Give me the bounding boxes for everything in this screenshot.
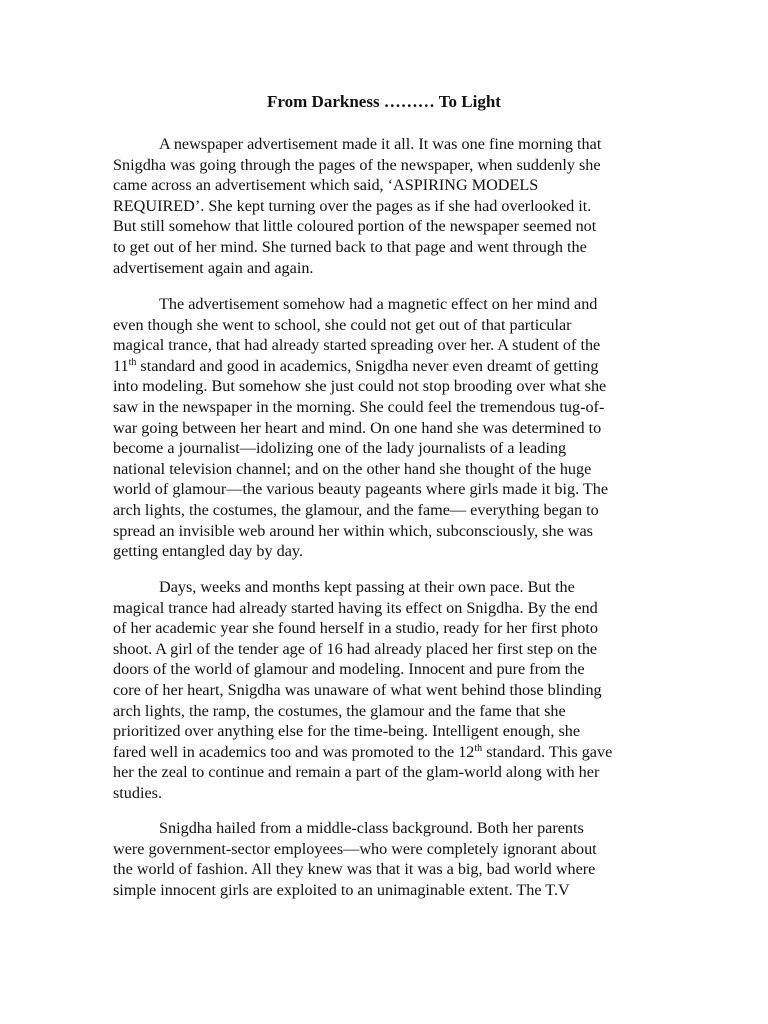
text-line <box>113 859 673 880</box>
text-segment: spread an invisible web around her within which, subconsciously, she was <box>113 521 593 540</box>
text-segment: to get out of her mind. She turned back to that page and went through the <box>113 237 587 256</box>
paragraph-3 <box>113 577 673 804</box>
paragraph-1 <box>113 134 673 278</box>
text-segment: arch lights, the costumes, the glamour, and the fame— everything began to <box>113 500 599 519</box>
text-line <box>113 742 673 763</box>
text-segment: national television channel; and on the other hand she thought of the huge <box>113 459 592 478</box>
text-line <box>113 258 673 279</box>
text-line <box>113 376 673 397</box>
text-segment: doors of the world of glamour and modeling. Innocent and pure from the <box>113 660 585 679</box>
text-segment: were government-sector employees—who were completely ignorant about <box>113 839 597 858</box>
text-segment: getting entangled day by day. <box>113 542 303 561</box>
text-segment: advertisement again and again. <box>113 258 314 277</box>
text-segment: magical trance had already started having its effect on Snigdha. By the end <box>113 598 598 617</box>
text-segment: The advertisement somehow had a magnetic effect on her mind and <box>159 295 598 313</box>
text-segment: shoot. A girl of the tender age of 16 had already placed her first step on the <box>113 639 598 658</box>
text-line <box>113 659 673 680</box>
text-segment: simple innocent girls are exploited to an unimaginable extent. The T.V <box>113 880 570 899</box>
text-segment: Days, weeks and months kept passing at their own pace. But the <box>159 578 575 596</box>
ordinal-superscript: th <box>474 742 483 754</box>
text-line <box>113 762 673 783</box>
text-segment: the world of fashion. All they knew was that it was a big, bad world where <box>113 860 596 879</box>
text-segment: even though she went to school, she could not get out of that particular <box>113 315 572 334</box>
text-line <box>113 839 673 860</box>
text-segment: standard. This gave <box>482 742 613 761</box>
text-line <box>113 818 673 839</box>
text-segment: studies. <box>113 783 163 802</box>
text-line <box>113 397 673 418</box>
text-segment: fared well in academics too and was promoted to the 12 <box>113 742 475 761</box>
paragraph-4 <box>113 818 673 900</box>
text-line <box>113 639 673 660</box>
text-line <box>113 196 673 217</box>
text-line <box>113 479 673 500</box>
text-line <box>113 418 673 439</box>
text-segment: her the zeal to continue and remain a part of the glam-world along with her <box>113 763 600 782</box>
text-line <box>113 880 673 901</box>
paragraph-2 <box>113 294 673 562</box>
text-segment: war going between her heart and mind. On one hand she was determined to <box>113 418 602 437</box>
text-line <box>113 294 673 315</box>
ordinal-superscript: th <box>128 356 137 368</box>
text-segment: world of glamour—the various beauty pageants where girls made it big. The <box>113 480 609 499</box>
text-line <box>113 459 673 480</box>
text-line <box>113 618 673 639</box>
text-line <box>113 577 673 598</box>
document-title: From Darkness ……… To Light <box>267 92 501 111</box>
text-line <box>113 680 673 701</box>
text-line <box>113 721 673 742</box>
text-segment: Snigdha hailed from a middle-class background. Both her parents <box>159 819 584 837</box>
text-line <box>113 237 673 258</box>
text-line <box>113 335 673 356</box>
text-line <box>113 216 673 237</box>
text-segment: Snigdha was going through the pages of the newspaper, when suddenly she <box>113 155 601 174</box>
text-line <box>113 783 673 804</box>
text-segment: saw in the newspaper in the morning. She could feel the tremendous tug-of- <box>113 397 605 416</box>
text-segment: magical trance, that had already started spreading over her. A student of the <box>113 336 601 355</box>
text-segment: core of her heart, Snigdha was unaware of what went behind those blinding <box>113 680 602 699</box>
text-line <box>113 598 673 619</box>
text-segment: into modeling. But somehow she just could not stop brooding over what she <box>113 377 607 396</box>
text-line <box>113 356 673 377</box>
text-line <box>113 134 673 155</box>
text-segment: REQUIRED’. She kept turning over the pages as if she had overlooked it. <box>113 196 592 215</box>
text-line <box>113 521 673 542</box>
text-line <box>113 175 673 196</box>
text-segment: 11 <box>113 356 129 375</box>
text-line <box>113 500 673 521</box>
text-line <box>113 541 673 562</box>
text-line <box>113 155 673 176</box>
text-segment: A newspaper advertisement made it all. It was one fine morning that <box>159 135 602 153</box>
text-line <box>113 438 673 459</box>
text-segment: But still somehow that little coloured portion of the newspaper seemed not <box>113 217 597 236</box>
text-segment: prioritized over anything else for the time-being. Intelligent enough, she <box>113 722 581 741</box>
text-segment: standard and good in academics, Snigdha never even dreamt of getting <box>136 356 599 375</box>
text-line <box>113 315 673 336</box>
text-segment: become a journalist—idolizing one of the lady journalists of a leading <box>113 439 567 458</box>
text-segment: of her academic year she found herself in a studio, ready for her first photo <box>113 619 598 638</box>
text-segment: arch lights, the ramp, the costumes, the glamour and the fame that she <box>113 701 566 720</box>
text-line <box>113 701 673 722</box>
text-segment: came across an advertisement which said, ‘ASPIRING MODELS <box>113 176 539 195</box>
